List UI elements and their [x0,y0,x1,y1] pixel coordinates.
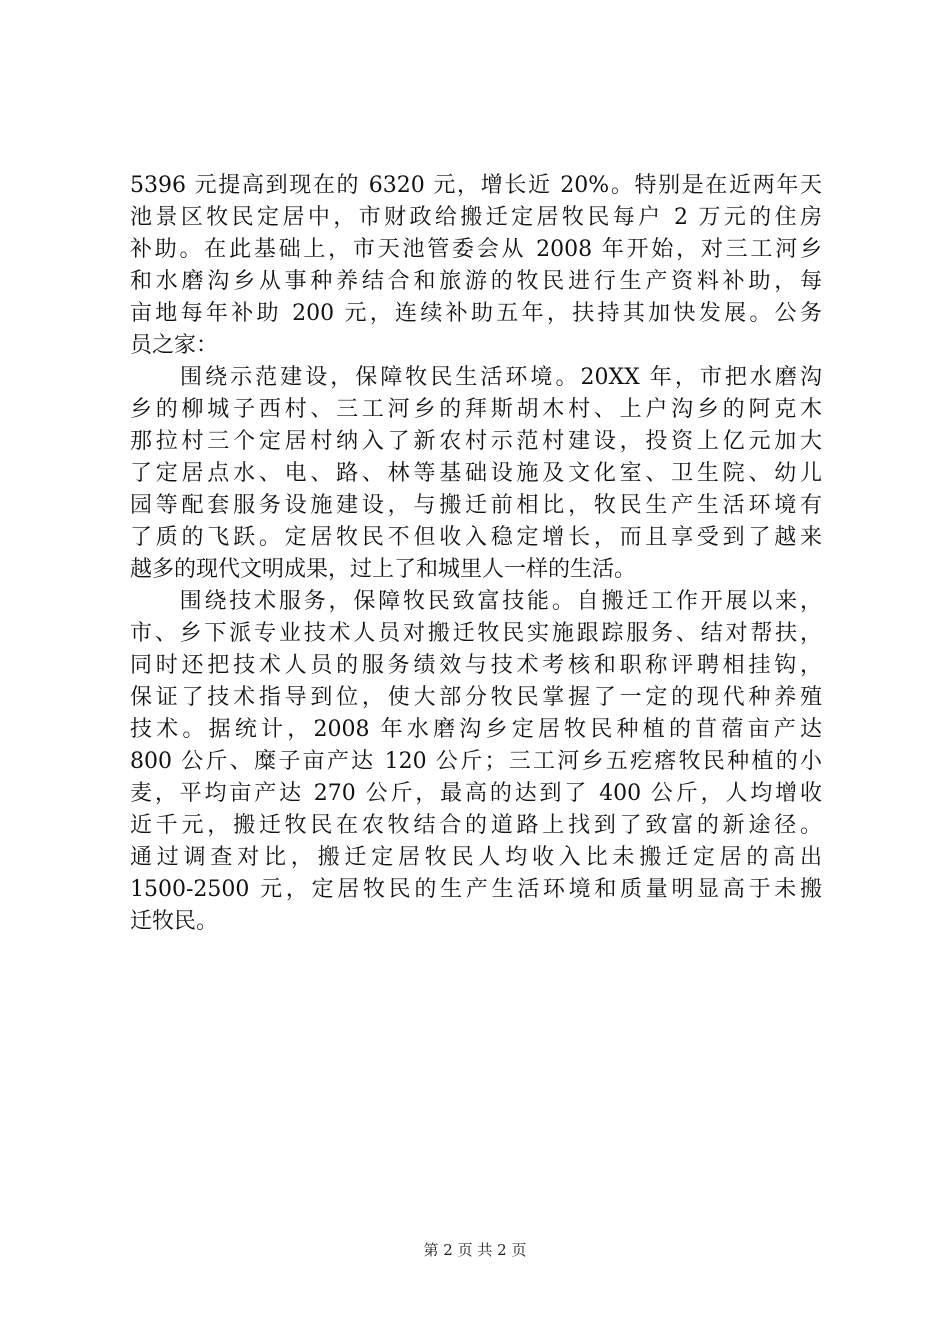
text-line: 池景区牧民定居中，市财政给搬迁定居牧民每户 2 万元的住房 [130,205,822,230]
text-line: 1500-2500 元，定居牧民的生产生活环境和质量明显高于未搬 [130,877,822,902]
text-line: 乡的柳城子西村、三工河乡的拜斯胡木村、上户沟乡的阿克木 [130,397,822,422]
text-line: 围绕示范建设，保障牧民生活环境。20XX 年，市把水磨沟 [130,365,822,390]
text-line: 迁牧民。 [130,909,219,934]
text-line: 技术。据统计，2008 年水磨沟乡定居牧民种植的苜蓿亩产达 [130,717,822,742]
text-line: 麦，平均亩产达 270 公斤，最高的达到了 400 公斤，人均增收 [130,781,822,806]
text-line: 市、乡下派专业技术人员对搬迁牧民实施跟踪服务、结对帮扶， [130,621,822,646]
text-line: 员之家： [130,333,219,358]
text-line: 了定居点水、电、路、林等基础设施及文化室、卫生院、幼儿 [130,461,822,486]
text-line: 那拉村三个定居村纳入了新农村示范村建设，投资上亿元加大 [130,429,822,454]
text-line: 补助。在此基础上，市天池管委会从 2008 年开始，对三工河乡 [130,237,822,262]
text-line: 通过调查对比，搬迁定居牧民人均收入比未搬迁定居的高出 [130,845,822,870]
text-line: 和水磨沟乡从事种养结合和旅游的牧民进行生产资料补助，每 [130,269,822,294]
text-line: 越多的现代文明成果，过上了和城里人一样的生活。 [130,557,637,582]
text-line: 亩地每年补助 200 元，连续补助五年，扶持其加快发展。公务 [130,301,822,326]
text-line: 了质的飞跃。定居牧民不但收入稳定增长，而且享受到了越来 [130,525,822,550]
text-line: 近千元，搬迁牧民在农牧结合的道路上找到了致富的新途径。 [130,813,822,838]
text-line: 同时还把技术人员的服务绩效与技术考核和职称评聘相挂钩， [130,653,822,678]
page-footer [0,1240,950,1260]
document-body [130,170,822,938]
page-number-label: 第 2 页 共 2 页 [423,1241,527,1259]
text-line: 5396 元提高到现在的 6320 元，增长近 20%。特别是在近两年天 [130,173,822,198]
text-line: 围绕技术服务，保障牧民致富技能。自搬迁工作开展以来， [130,589,822,614]
text-line: 园等配套服务设施建设，与搬迁前相比，牧民生产生活环境有 [130,493,822,518]
text-line: 保证了技术指导到位，使大部分牧民掌握了一定的现代种养殖 [130,685,822,710]
text-line: 800 公斤、糜子亩产达 120 公斤；三工河乡五疙瘩牧民种植的小 [130,749,822,774]
